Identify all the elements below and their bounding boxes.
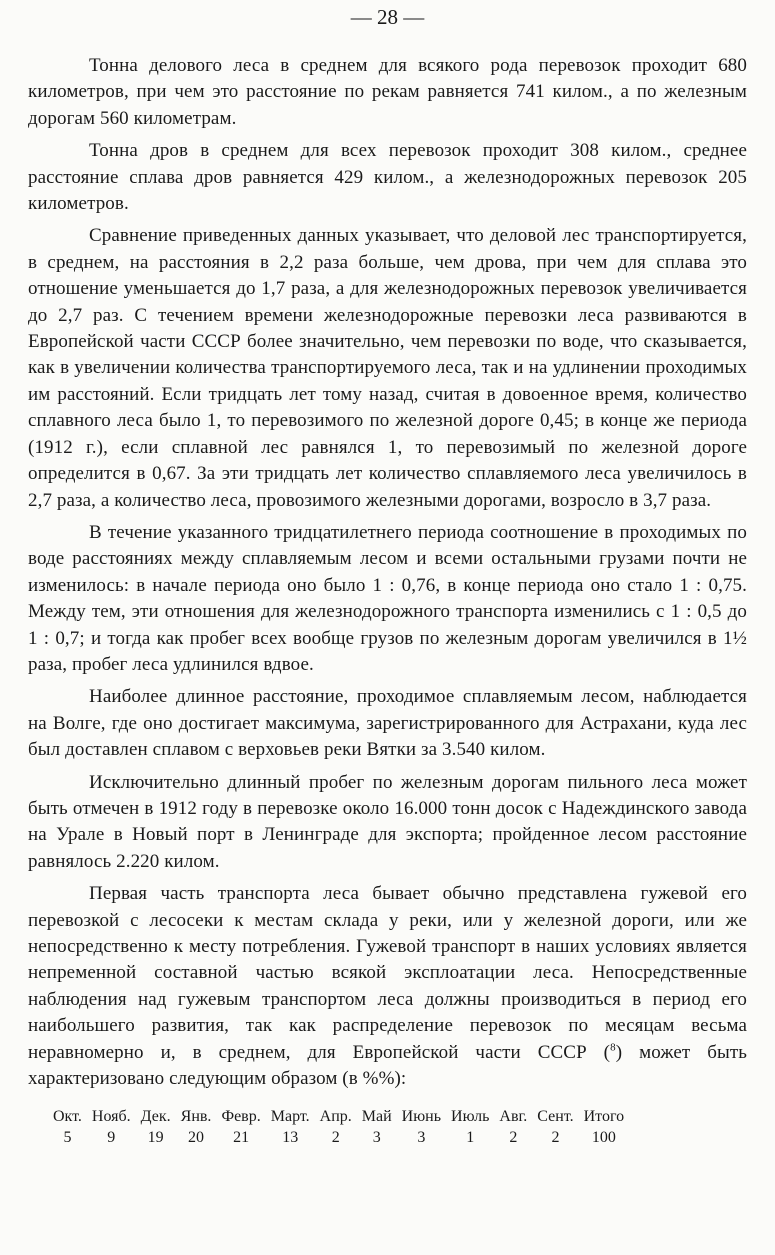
monthly-distribution-table: [48, 1106, 629, 1148]
text-segment: ) может быть характеризовано следующим образом (в %%):: [28, 1041, 748, 1090]
text-segment: Первая часть транспорта леса бывает обычно представлена гужевой его перевозкой с лесосеки к местам склада у реки, или у железной дороги, или же непосредственно к месту потребления. Гужевой транспорт в наших условиях является непременной составной частью всякой эксплоатации леса. Непосредственные наблюдения над гужевым транспортом леса должны производиться в период его наибольшего развития, так как распределение перевозок по месяцам весьма неравномерно и, в среднем, для Европейской части СССР (: [28, 883, 747, 1063]
month-value: 1: [466, 1129, 475, 1147]
page-number-header: — 28 —: [350, 5, 425, 29]
paragraph-last: [28, 881, 747, 1092]
month-value: 5: [63, 1129, 72, 1147]
table-value-row: [48, 1127, 629, 1148]
month-value: 3: [372, 1129, 381, 1147]
month-header: Дек.: [140, 1108, 171, 1126]
month-header: Май: [361, 1108, 392, 1126]
month-header: Апр.: [319, 1108, 352, 1126]
body-text: [28, 53, 747, 1092]
month-value: 2: [551, 1129, 560, 1147]
paragraph: Тонна дров в среднем для всех перевозок проходит 308 килом., среднее расстояние сплава дров равняется 429 килом., а железнодорожных перевозок 205 километров.: [28, 140, 747, 215]
paragraph: В течение указанного тридцатилетнего периода соотношение в проходимых по воде расстояниях между сплавляемым лесом и всеми остальными грузами почти не изменилось: в начале периода оно было 1 : 0,76, в конце периода оно стало 1 : 0,75. Между тем, эти отношения для железнодорожного транспорта изменились с 1 : 0,5 до 1 : 0,7; и тогда как пробег всех вообще грузов по железным дорогам увеличился в 1½ раза, пробег леса удлинился вдвое.: [28, 521, 747, 675]
month-header: Март.: [270, 1108, 310, 1126]
paragraph: Наиболее длинное расстояние, проходимое сплавляемым лесом, наблюдается на Волге, где оно достигает максимума, зарегистрированного для Астрахани, куда лес был доставлен сплавом с верховьев реки Вятки за 3.540 килом.: [28, 686, 747, 761]
month-value: 19: [147, 1129, 164, 1147]
month-header: Июль: [451, 1108, 490, 1126]
month-header: Янв.: [180, 1108, 212, 1126]
month-value: 21: [233, 1129, 250, 1147]
month-value: 13: [282, 1129, 299, 1147]
total-header: Итого: [583, 1108, 625, 1126]
total-value: 100: [591, 1129, 616, 1147]
table-header-row: [48, 1106, 629, 1127]
month-header: Февр.: [221, 1108, 261, 1126]
month-header: Сент.: [537, 1108, 574, 1126]
month-header: Нояб.: [91, 1108, 131, 1126]
footnote-marker: 8: [610, 1041, 616, 1054]
paragraph: Сравнение приведенных данных указывает, что деловой лес транспортируется, в среднем, на расстояния в 2,2 раза больше, чем дрова, при чем для сплава это отношение уменьшается до 1,7 раза, а для железнодорожных перевозок увеличивается до 2,7 раз. С течением времени железнодорожные перевозки леса развиваются в Европейской части СССР более значительно, чем перевозки по воде, что сказывается, как в увеличении количества транспортируемого леса, так и на удлинении проходимых им расстояний. Если тридцать лет тому назад, считая в довоенное время, количество сплавного леса было 1, то перевозимого по железной дороге 0,45; в конце же периода (1912 г.), если сплавной лес равнялся 1, то перевозимый по железной дороге определится в 0,67. За эти тридцать лет количество сплавляемого леса увеличилось в 2,7 раза, а количество леса, провозимого железными дорогами, возросло в 3,7 раза.: [28, 225, 747, 511]
month-header: Июнь: [401, 1108, 442, 1126]
month-value: 2: [331, 1129, 340, 1147]
paragraph: Тонна делового леса в среднем для всякого рода перевозок проходит 680 километров, при чем это расстояние по рекам равняется 741 килом., а по железным дорогам 560 километрам.: [28, 55, 747, 129]
month-header: Авг.: [499, 1108, 528, 1126]
month-value: 20: [188, 1129, 205, 1147]
paragraph: Исключительно длинный пробег по железным дорогам пильного леса может быть отмечен в 1912 году в перевозке около 16.000 тонн досок с Надеждинского завода на Урале в Новый порт в Ленинграде для экспорта; пройденное лесом расстояние равнялось 2.220 килом.: [28, 771, 747, 872]
month-header: Окт.: [53, 1108, 82, 1126]
month-value: 3: [417, 1129, 426, 1147]
month-value: 9: [107, 1129, 116, 1147]
month-value: 2: [509, 1129, 518, 1147]
